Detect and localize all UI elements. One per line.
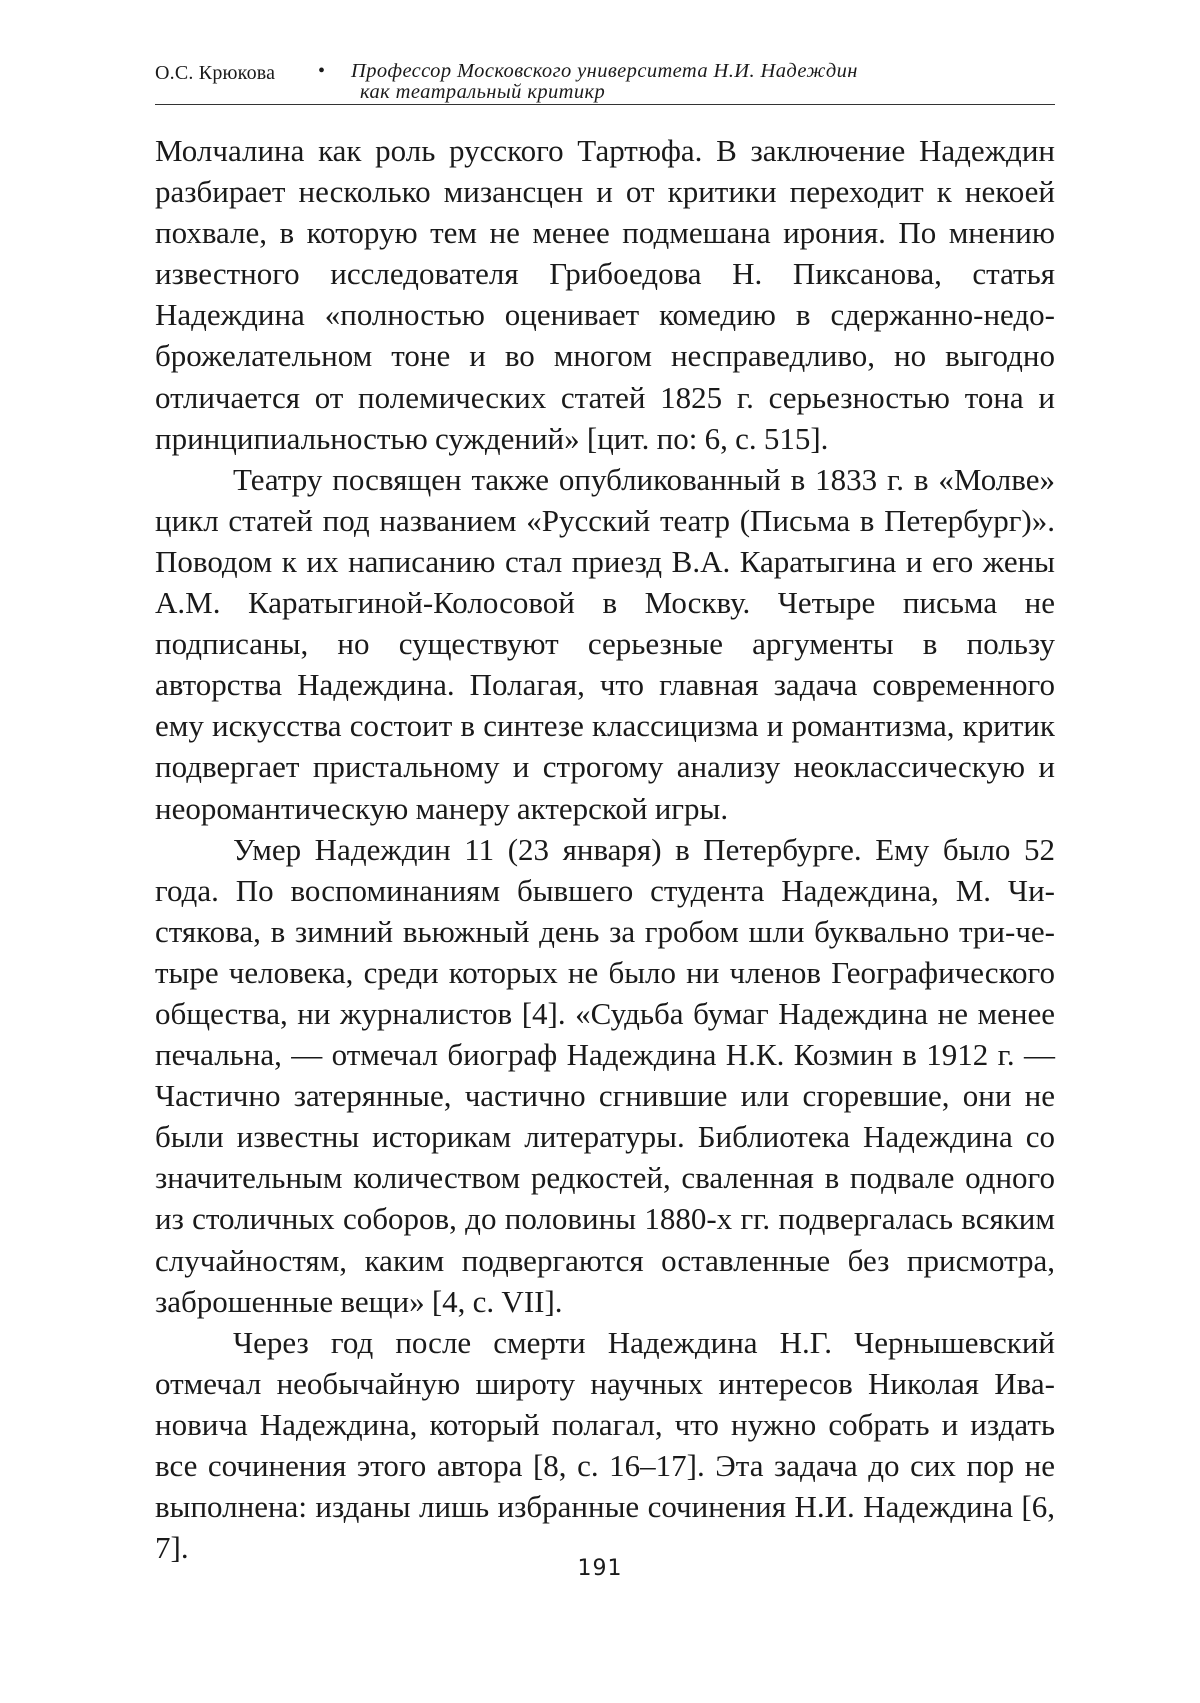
page-number: 191 <box>577 1556 623 1581</box>
running-header <box>155 56 1055 104</box>
paragraph-death-of-nadezhdin: Умер Надеждин 11 (23 января) в Петербурге. Ему было 52 года. По воспоминаниям бывшего студента Надеждина, М. Чистякова, в зимний вьюжный день за гробом шли буквально три-четыре человека, среди которых не было ни членов Географического общества, ни журналистов [4]. «Судьба бумаг Надеждина не менее печальна, — отмечал биограф Надеждина Н.К. Козмин в 1912 г. — Частично затерянные, частично сгнившие или сгоревшие, они не были известны историкам литературы. Библиотека Надеждина со значительным количеством редкостей, сваленная в подвале одного из столичных соборов, до половины 1880-х гг. подвергалась всяким случайностям, каким подвергаются оставленные без присмотра, заброшенные вещи» [4, с. VII]. <box>155 831 1055 1319</box>
paragraph-chernyshevsky: Через год после смерти Надеждина Н.Г. Чернышевский отмечал необычайную широту научных интересов Николая Ивановича Надеждина, который полагал, что нужно собрать и издать все сочинения этого автора [8, с. 16–17]. Эта задача до сих пор не выполнена: изданы лишь избранные сочинения Н.И. Надеждина [6, 7]. <box>155 1324 1055 1566</box>
article-body <box>155 130 1055 1568</box>
header-author: О.С. Крюкова <box>155 62 276 84</box>
header-article-title-line-2: как театральный критикр <box>360 81 606 103</box>
header-rule <box>155 104 1055 105</box>
header-separator-bullet: • <box>318 60 326 82</box>
paragraph-russian-theatre-letters: Театру посвящен также опубликованный в 1833 г. в «Молве» цикл статей под названием «Русский театр (Письма в Петербург)». Поводом к их написанию стал приезд В.А. Каратыгина и его жены А.М. Каратыгиной-Колосовой в Москву. Четыре письма не подписаны, но существуют серьезные аргументы в пользу авторства Надеждина. Полагая, что главная задача современного ему искусства состоит в синтезе классицизма и романтизма, критик подвергает пристальному и строгому анализу неоклассическую и неоромантическую манеру актерской игры. <box>155 461 1055 826</box>
paragraph-continued: Молчалина как роль русского Тартюфа. В заключение Надеждин разбирает несколько мизансцен и от критики переходит к некоей похвале, в которую тем не менее подмешана ирония. По мнению известного исследователя Грибоедова Н. Пиксанова, статья Надеждина «полностью оценивает комедию в сдержанно-недоброжелательном тоне и во многом несправедливо, но выгодно отличается от полемических статей 1825 г. серьезностью тона и принципиальностью суждений» [цит. по: 6, с. 515]. <box>155 133 1055 456</box>
header-article-title-line-1: Профессор Московского университета Н.И. Надеждин <box>351 60 858 82</box>
